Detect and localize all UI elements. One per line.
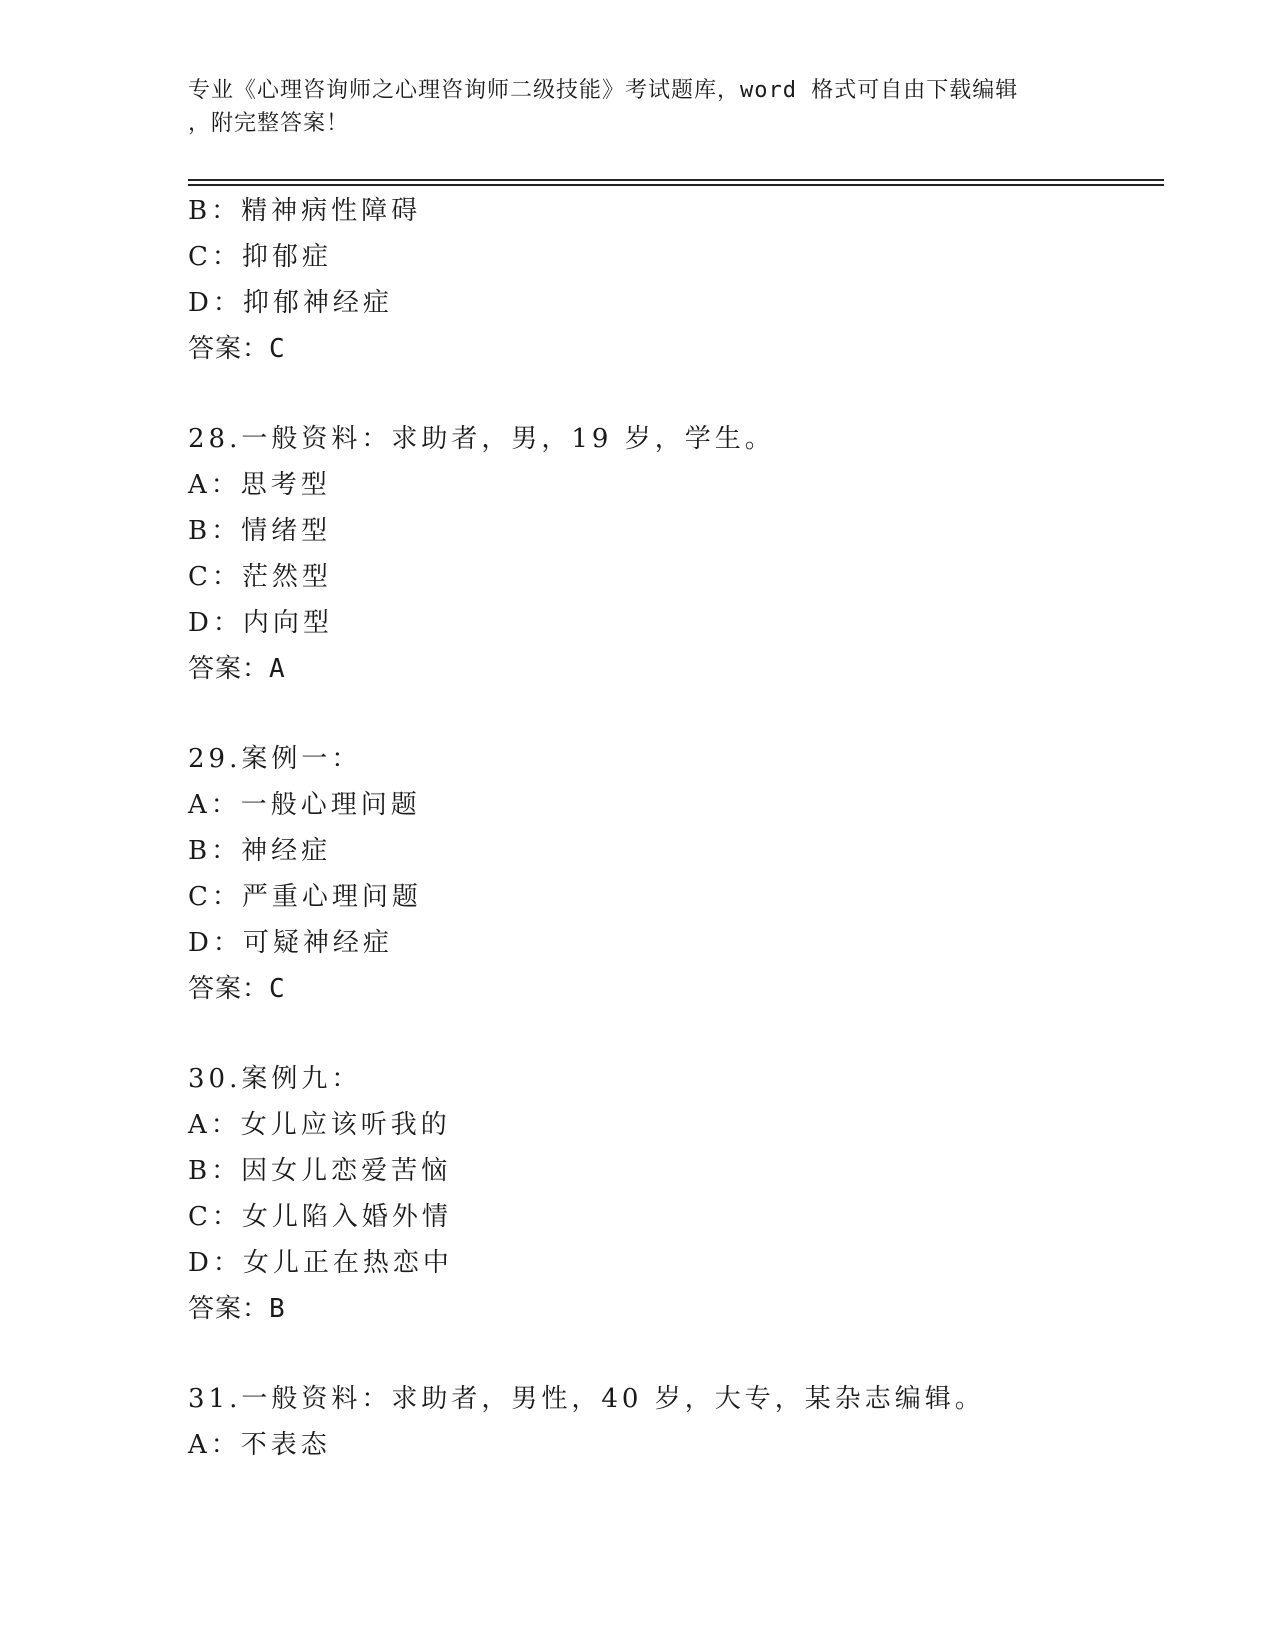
answer: 答案：A [188,654,286,684]
option-a: A：一般心理问题 [188,790,421,820]
option-b: B：因女儿恋爱苦恼 [188,1156,452,1186]
answer: 答案：C [188,974,286,1004]
question-list [188,188,1168,1468]
spacer [188,692,1168,736]
question-29 [188,736,1168,1012]
question-title: 28.一般资料：求助者，男，19 岁，学生。 [188,424,775,454]
option-a: A：思考型 [188,470,331,500]
option-c: C：女儿陷入婚外情 [188,1202,452,1232]
option-c: C：茫然型 [188,562,332,592]
header-rule-bottom [188,184,1164,186]
option-d: D：内向型 [188,608,333,638]
spacer [188,372,1168,416]
option-c: C：严重心理问题 [188,882,422,912]
option-b: B：精神病性障碍 [188,196,422,226]
question-31 [188,1376,1168,1468]
option-c: C：抑郁症 [188,242,332,272]
option-b: B：情绪型 [188,516,332,546]
question-28 [188,416,1168,692]
question-title: 31.一般资料：求助者，男性，40 岁，大专，某杂志编辑。 [188,1384,985,1414]
option-a: A：不表态 [188,1430,331,1460]
header-line-2: ，附完整答案！ [188,111,350,136]
option-b: B：神经症 [188,836,332,866]
option-d: D：抑郁神经症 [188,288,393,318]
option-a: A：女儿应该听我的 [188,1110,451,1140]
option-d: D：女儿正在热恋中 [188,1248,453,1278]
spacer [188,1332,1168,1376]
answer: 答案：C [188,334,286,364]
document-header [188,74,1088,140]
option-d: D：可疑神经症 [188,928,393,958]
question-title: 29.案例一： [188,744,362,774]
spacer [188,1012,1168,1056]
answer: 答案：B [188,1294,286,1324]
header-rule-top [188,179,1164,181]
question-27-partial [188,188,1168,372]
header-line-1: 专业《心理咨询师之心理咨询师二级技能》考试题库，word 格式可自由下载编辑 [188,78,1019,103]
question-title: 30.案例九： [188,1064,362,1094]
question-30 [188,1056,1168,1332]
